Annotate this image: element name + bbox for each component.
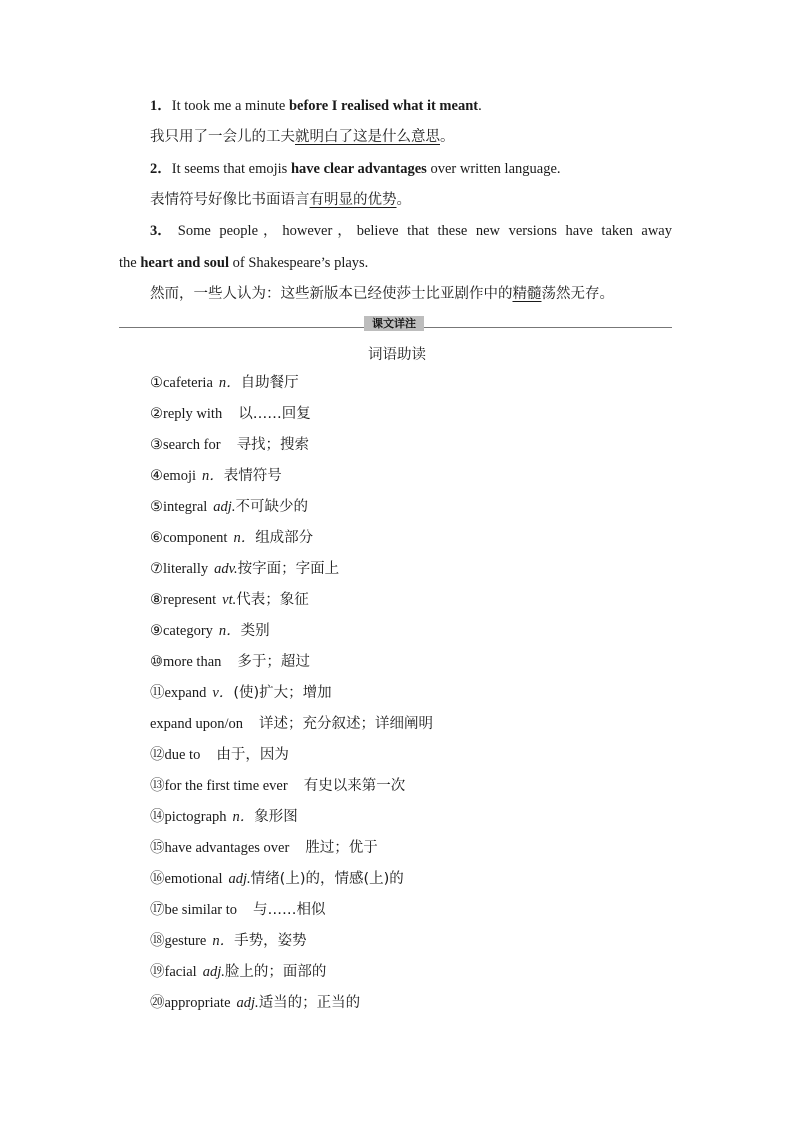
- vocab-item: [150, 621, 270, 641]
- vocab-meaning: 情绪(上)的，情感(上)的: [250, 871, 404, 887]
- vocab-word: category: [163, 623, 213, 639]
- vocab-number: ⑰: [150, 902, 165, 918]
- vocab-item: [150, 807, 298, 827]
- vocab-meaning: 胜过；优于: [305, 840, 378, 856]
- vocab-number: ⑥: [150, 530, 163, 546]
- vocab-number: ⑧: [150, 592, 163, 608]
- section-title: 词语助读: [368, 347, 426, 363]
- vocab-word: appropriate: [164, 995, 231, 1011]
- sentence-3-key-translation: 精髓: [512, 286, 542, 302]
- vocab-number: ⑤: [150, 499, 163, 515]
- sentence-1-english: 1．It took me a minute before I realised what it meant.: [150, 98, 482, 114]
- vocab-number: ④: [150, 468, 163, 484]
- vocab-item: [150, 404, 311, 424]
- sentence-3-english-line-2: the heart and soul of Shakespeare’s plays.: [119, 255, 369, 271]
- vocab-meaning: 脸上的；面部的: [224, 964, 327, 980]
- vocab-item: [150, 838, 378, 858]
- vocab-number: ⑩: [150, 654, 163, 670]
- sentence-1-chinese: 我只用了一会儿的工夫就明白了这是什么意思。: [150, 129, 455, 145]
- vocab-number: ⑮: [150, 840, 165, 856]
- vocab-word: be similar to: [164, 902, 237, 918]
- vocab-item: [150, 900, 326, 920]
- sentence-3-number: 3．: [150, 223, 172, 239]
- vocab-number: ⑬: [150, 778, 165, 794]
- vocab-meaning: 适当的；正当的: [258, 995, 361, 1011]
- vocab-part-of-speech: adv.: [214, 561, 238, 577]
- vocab-word: facial: [164, 964, 197, 980]
- vocab-meaning: 代表；象征: [236, 592, 309, 608]
- sentence-3-chinese: 然而，一些人认为：这些新版本已经使莎士比亚剧作中的精髓荡然无存。: [150, 286, 614, 302]
- vocab-word: literally: [163, 561, 209, 577]
- vocab-word: pictograph: [164, 809, 227, 825]
- vocab-item: [150, 466, 282, 486]
- vocab-word: due to: [164, 747, 201, 763]
- sentence-3-english-line-1: 3． Some people，however，believe that these new versions have taken away: [150, 223, 672, 239]
- vocab-word: expand upon/on: [150, 716, 244, 732]
- vocab-part-of-speech: n．: [233, 530, 256, 546]
- vocab-word: represent: [163, 592, 217, 608]
- section-divider-label: 课文详注: [364, 316, 424, 331]
- vocab-word: integral: [163, 499, 208, 515]
- sentence-2-number: 2．: [150, 161, 172, 177]
- sentence-2-key-phrase: have clear advantages: [290, 161, 427, 177]
- vocab-meaning: 多于；超过: [237, 654, 310, 670]
- sentence-2-key-translation: 有明显的优势: [309, 192, 397, 208]
- vocab-item: [150, 869, 404, 889]
- vocab-item: [150, 590, 309, 610]
- vocab-word: emotional: [164, 871, 223, 887]
- vocab-number: ⑨: [150, 623, 163, 639]
- sentence-1-key-translation: 就明白了这是什么意思: [295, 129, 440, 145]
- vocab-meaning: 手势，姿势: [234, 933, 307, 949]
- vocab-number: ③: [150, 437, 163, 453]
- vocab-number: ⑭: [150, 809, 165, 825]
- vocab-part-of-speech: adj.: [236, 995, 259, 1011]
- sentence-3-key-phrase: heart and soul: [140, 255, 229, 271]
- vocab-meaning: 类别: [240, 623, 270, 639]
- vocab-meaning: 与……相似: [253, 902, 326, 918]
- vocab-meaning: 自助餐厅: [240, 375, 299, 391]
- vocab-number: ⑯: [150, 871, 165, 887]
- vocab-number: ⑫: [150, 747, 165, 763]
- vocab-part-of-speech: n．: [218, 375, 241, 391]
- vocab-item: [150, 373, 299, 393]
- vocab-meaning: 有史以来第一次: [303, 778, 406, 794]
- vocab-number: ⑱: [150, 933, 165, 949]
- vocab-part-of-speech: n．: [218, 623, 241, 639]
- vocab-number: ①: [150, 375, 163, 391]
- vocab-meaning: 不可缺少的: [235, 499, 308, 515]
- vocab-item: [150, 559, 339, 579]
- vocab-word: have advantages over: [164, 840, 290, 856]
- vocab-meaning: (使)扩大；增加: [233, 685, 332, 701]
- vocab-number: ⑳: [150, 995, 165, 1011]
- vocab-item: [150, 745, 289, 765]
- vocab-word: more than: [163, 654, 222, 670]
- vocab-part-of-speech: adj.: [213, 499, 236, 515]
- vocab-item: [150, 528, 313, 548]
- vocab-word: gesture: [164, 933, 207, 949]
- vocab-meaning: 详述；充分叙述；详细阐明: [259, 716, 434, 732]
- vocab-part-of-speech: n．: [212, 933, 235, 949]
- vocab-item: [150, 931, 307, 951]
- vocab-part-of-speech: adj.: [228, 871, 251, 887]
- vocab-part-of-speech: adj.: [202, 964, 225, 980]
- vocab-part-of-speech: n．: [202, 468, 224, 484]
- vocab-item: [150, 962, 326, 982]
- vocab-item: [150, 714, 433, 734]
- vocab-word: search for: [163, 437, 221, 453]
- vocab-number: ⑪: [150, 685, 165, 701]
- vocab-word: reply with: [163, 406, 223, 422]
- vocab-meaning: 由于，因为: [216, 747, 289, 763]
- vocab-word: expand: [164, 685, 207, 701]
- vocab-meaning: 以……回复: [238, 406, 311, 422]
- vocab-part-of-speech: vt.: [222, 592, 237, 608]
- vocab-meaning: 表情符号: [223, 468, 282, 484]
- vocab-item: [150, 776, 405, 796]
- sentence-2-english: 2．It seems that emojis have clear advantages over written language.: [150, 161, 561, 177]
- vocab-item: [150, 993, 360, 1013]
- vocab-number: ⑦: [150, 561, 163, 577]
- vocab-item: [150, 683, 332, 703]
- vocab-meaning: 象形图: [254, 809, 298, 825]
- vocab-number: ⑲: [150, 964, 165, 980]
- vocab-item: [150, 652, 310, 672]
- vocab-word: emoji: [163, 468, 197, 484]
- vocab-meaning: 按字面；字面上: [237, 561, 340, 577]
- sentence-1-number: 1．: [150, 98, 172, 114]
- vocab-item: [150, 435, 309, 455]
- vocab-word: for the first time ever: [164, 778, 288, 794]
- vocab-part-of-speech: v．: [212, 685, 234, 701]
- vocab-part-of-speech: n．: [232, 809, 255, 825]
- vocab-word: cafeteria: [163, 375, 213, 391]
- vocab-number: ②: [150, 406, 163, 422]
- vocab-meaning: 组成部分: [255, 530, 314, 546]
- vocab-word: component: [163, 530, 228, 546]
- sentence-1-key-phrase: before I realised what it meant: [288, 98, 479, 114]
- vocab-meaning: 寻找；搜索: [236, 437, 310, 453]
- vocab-item: [150, 497, 308, 517]
- sentence-2-chinese: 表情符号好像比书面语言有明显的优势。: [150, 192, 411, 208]
